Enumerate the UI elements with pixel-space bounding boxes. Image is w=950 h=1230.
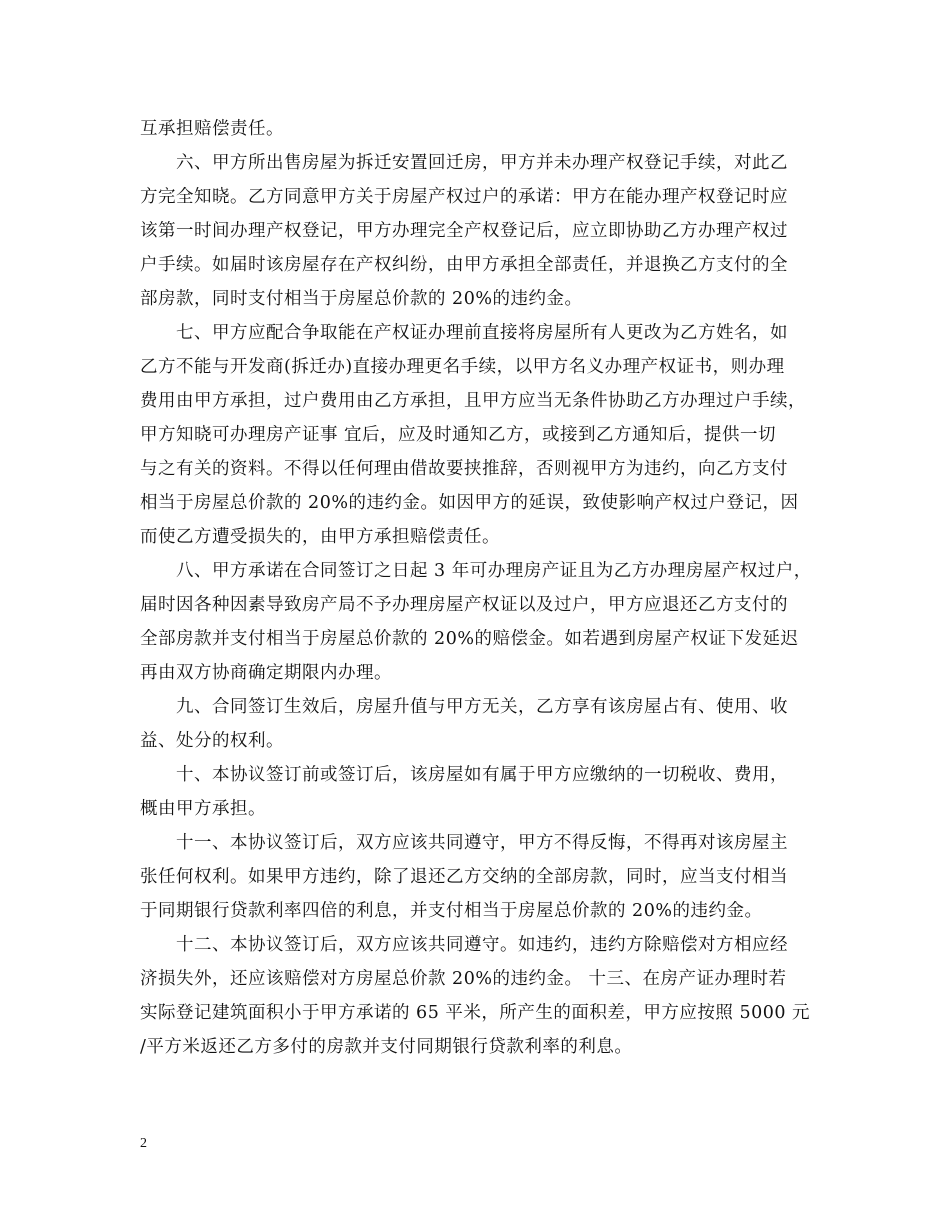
text-line: 方完全知晓。乙方同意甲方关于房屋产权过户的承诺：甲方在能办理产权登记时应 (140, 187, 788, 207)
text-line: 济损失外，还应该赔偿对方房屋总价款 20%的违约金。 十三、在房产证办理时若 (140, 969, 787, 989)
text-line: /平方米返还乙方多付的房款并支付同期银行贷款利率的利息。 (140, 1037, 633, 1057)
text-line: 全部房款并支付相当于房屋总价款的 20%的赔偿金。如若遇到房屋产权证下发延迟 (140, 629, 799, 649)
text-line: 而使乙方遭受损失的，由甲方承担赔偿责任。 (140, 527, 500, 547)
text-line: 届时因各种因素导致房产局不予办理房屋产权证以及过户，甲方应退还乙方支付的 (140, 595, 788, 615)
text-line: 十二、本协议签订后，双方应该共同遵守。如违约，违约方除赔偿对方相应经 (176, 935, 788, 955)
text-line: 十一、本协议签订后，双方应该共同遵守，甲方不得反悔，不得再对该房屋主 (176, 833, 788, 853)
text-line: 概由甲方承担。 (140, 799, 266, 819)
text-line: 再由双方协商确定期限内办理。 (140, 663, 392, 683)
text-line: 甲方知晓可办理房产证事 宜后，应及时通知乙方，或接到乙方通知后，提供一切 (140, 425, 777, 445)
text-line: 与之有关的资料。不得以任何理由借故要挟推辞，否则视甲方为违约，向乙方支付 (140, 459, 788, 479)
text-line: 互承担赔偿责任。 (140, 119, 284, 139)
text-line: 六、甲方所出售房屋为拆迁安置回迁房，甲方并未办理产权登记手续，对此乙 (176, 153, 788, 173)
text-line: 相当于房屋总价款的 20%的违约金。如因甲方的延误，致使影响产权过户登记，因 (140, 493, 799, 513)
text-line: 益、处分的权利。 (140, 731, 284, 751)
text-line: 户手续。如届时该房屋存在产权纠纷，由甲方承担全部责任，并退换乙方支付的全 (140, 255, 788, 275)
text-line: 乙方不能与开发商(拆迁办)直接办理更名手续，以甲方名义办理产权证书，则办理 (140, 357, 785, 377)
page-number: 2 (140, 1136, 147, 1151)
document-body (140, 112, 820, 1064)
text-line: 部房款，同时支付相当于房屋总价款的 20%的违约金。 (140, 289, 583, 309)
text-line: 费用由甲方承担，过户费用由乙方承担，且甲方应当无条件协助乙方办理过户手续， (140, 391, 806, 411)
text-line: 该第一时间办理产权登记，甲方办理完全产权登记后，应立即协助乙方办理产权过 (140, 221, 788, 241)
text-line: 张任何权利。如果甲方违约，除了退还乙方交纳的全部房款，同时，应当支付相当 (140, 867, 788, 887)
text-line: 八、甲方承诺在合同签订之日起 3 年可办理房产证且为乙方办理房屋产权过户， (176, 561, 812, 581)
text-line: 于同期银行贷款利率四倍的利息，并支付相当于房屋总价款的 20%的违约金。 (140, 901, 763, 921)
text-line: 九、合同签订生效后，房屋升值与甲方无关，乙方享有该房屋占有、使用、收 (176, 697, 788, 717)
text-line: 七、甲方应配合争取能在产权证办理前直接将房屋所有人更改为乙方姓名，如 (176, 323, 788, 343)
text-line: 十、本协议签订前或签订后，该房屋如有属于甲方应缴纳的一切税收、费用， (176, 765, 788, 785)
text-line: 实际登记建筑面积小于甲方承诺的 65 平米，所产生的面积差，甲方应按照 5000 元 (140, 1003, 811, 1023)
